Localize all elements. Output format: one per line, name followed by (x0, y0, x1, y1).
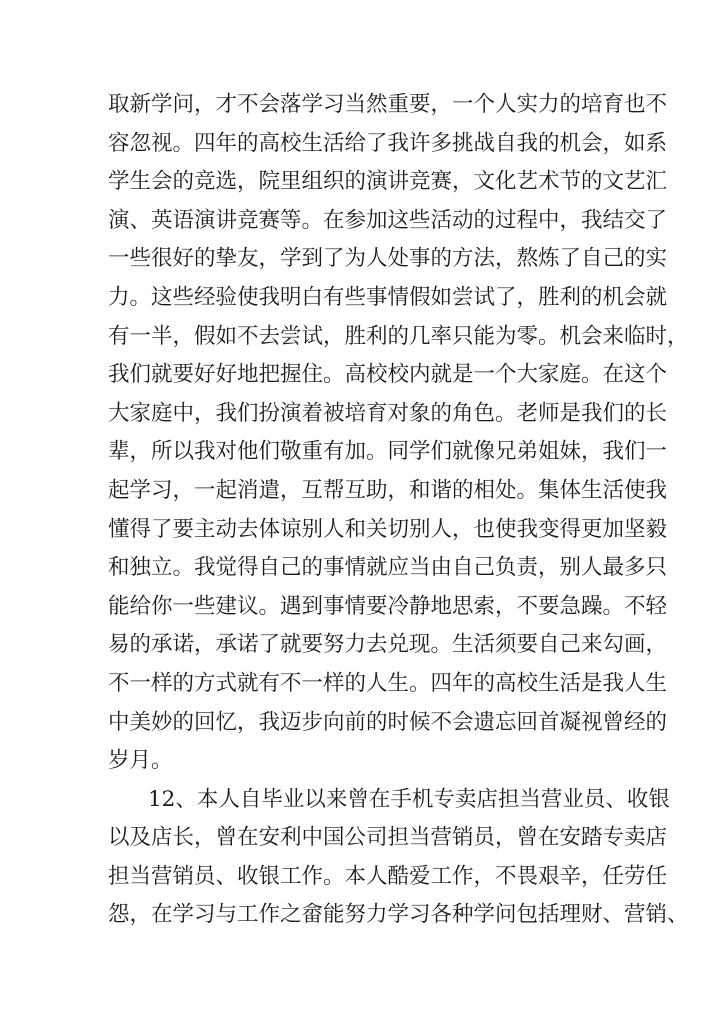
paragraph-1 (108, 86, 689, 781)
paragraph-1-line: 和独立。我觉得自己的事情就应当由自己负责，别人最多只 (108, 555, 668, 581)
paragraph-1-line: 岁月。 (108, 748, 173, 774)
paragraph-1-line: 力。这些经验使我明白有些事情假如尝试了，胜利的机会就 (108, 284, 668, 310)
paragraph-1-line: 演、英语演讲竞赛等。在参加这些活动的过程中，我结交了 (108, 207, 668, 233)
paragraph-1-line: 能给你一些建议。遇到事情要冷静地思索，不要急躁。不轻 (108, 593, 668, 619)
paragraph-1-line: 辈，所以我对他们敬重有加。同学们就像兄弟姐妹，我们一 (108, 439, 668, 465)
paragraph-1-line: 中美妙的回忆，我迈步向前的时候不会遗忘回首凝视曾经的 (108, 709, 668, 735)
paragraph-1-line: 不一样的方式就有不一样的人生。四年的高校生活是我人生 (108, 670, 668, 696)
paragraph-2-line: 担当营销员、收银工作。本人酷爱工作，不畏艰辛，任劳任 (108, 863, 668, 889)
paragraph-1-line: 学生会的竞选，院里组织的演讲竞赛，文化艺术节的文艺汇 (108, 169, 668, 195)
paragraph-2-line: 怨，在学习与工作之畲能努力学习各种学问包括理财、营销、 (108, 902, 689, 928)
paragraph-2-line: 12、本人自毕业以来曾在手机专卖店担当营业员、收银 (148, 786, 670, 812)
paragraph-1-line: 取新学问，才不会落学习当然重要，一个人实力的培育也不 (108, 92, 668, 117)
paragraph-1-line: 一些很好的挚友，学到了为人处事的方法，熬炼了自己的实 (108, 246, 668, 272)
paragraph-1-line: 我们就要好好地把握住。高校校内就是一个大家庭。在这个 (108, 362, 668, 388)
paragraph-1-line: 易的承诺，承诺了就要努力去兑现。生活须要自己来勾画， (108, 632, 668, 658)
paragraph-1-line: 懂得了要主动去体谅别人和关切别人，也使我变得更加坚毅 (108, 516, 668, 542)
paragraph-1-line: 容忽视。四年的高校生活给了我许多挑战自我的机会，如系 (108, 130, 668, 156)
paragraph-1-line: 大家庭中，我们扮演着被培育对象的角色。老师是我们的长 (108, 400, 668, 426)
document-body (108, 86, 689, 935)
paragraph-2 (108, 781, 689, 935)
paragraph-2-line: 以及店长，曾在安利中国公司担当营销员，曾在安踏专卖店 (108, 825, 668, 851)
paragraph-1-line: 有一半，假如不去尝试，胜利的几率只能为零。机会来临时， (108, 323, 689, 349)
paragraph-1-line: 起学习，一起消遣，互帮互助，和谐的相处。集体生活使我 (108, 477, 668, 503)
